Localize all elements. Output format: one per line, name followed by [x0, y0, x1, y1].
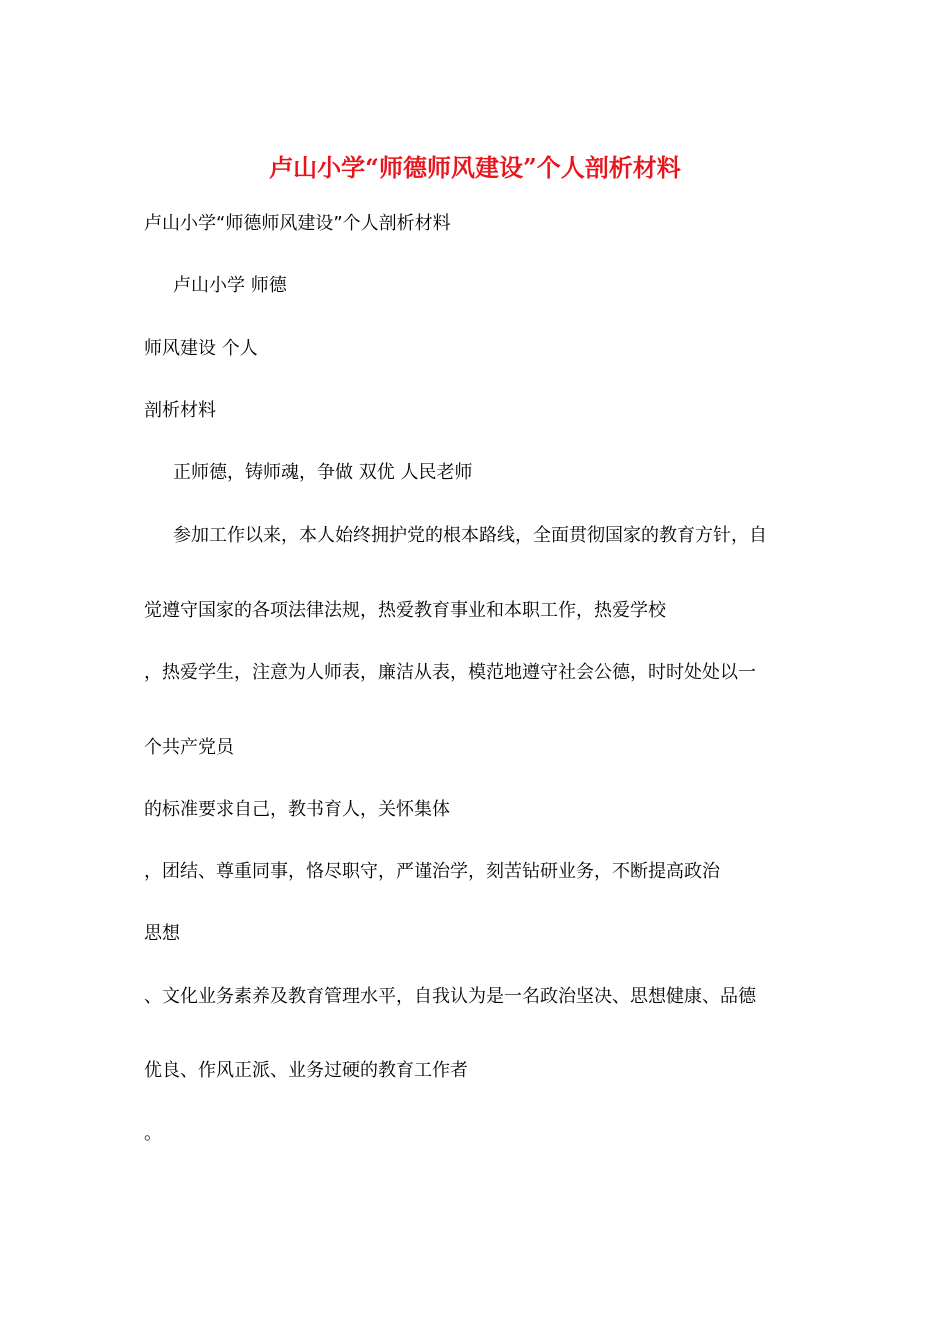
- body-line-keywords-1: 卢山小学 师德: [173, 275, 287, 296]
- body-line-paragraph-9: 优良、作风正派、业务过硬的教育工作者: [144, 1060, 468, 1081]
- document-title: 卢山小学“师德师风建设”个人剖析材料: [269, 153, 681, 182]
- body-line-paragraph-1: 参加工作以来，本人始终拥护党的根本路线，全面贯彻国家的教育方针，自: [173, 525, 767, 546]
- body-line-keywords-3: 剖析材料: [144, 400, 216, 421]
- body-line-heading: 卢山小学“师德师风建设”个人剖析材料: [144, 213, 451, 234]
- body-line-paragraph-6: ，团结、尊重同事，恪尽职守，严谨治学，刻苦钻研业务，不断提高政治: [144, 861, 720, 882]
- body-line-paragraph-8: 、文化业务素养及教育管理水平，自我认为是一名政治坚决、思想健康、品德: [144, 986, 756, 1007]
- body-line-paragraph-7: 思想: [144, 923, 180, 944]
- body-line-keywords-2: 师风建设 个人: [144, 338, 258, 359]
- body-line-subtitle: 正师德，铸师魂，争做 双优 人民老师: [173, 462, 473, 483]
- body-line-paragraph-end: 。: [144, 1123, 162, 1144]
- body-line-paragraph-2: 觉遵守国家的各项法律法规，热爱教育事业和本职工作，热爱学校: [144, 600, 666, 621]
- body-line-paragraph-4: 个共产党员: [144, 737, 234, 758]
- body-line-paragraph-3: ，热爱学生，注意为人师表，廉洁从表，模范地遵守社会公德，时时处处以一: [144, 662, 756, 683]
- body-line-paragraph-5: 的标准要求自己，教书育人，关怀集体: [144, 799, 450, 820]
